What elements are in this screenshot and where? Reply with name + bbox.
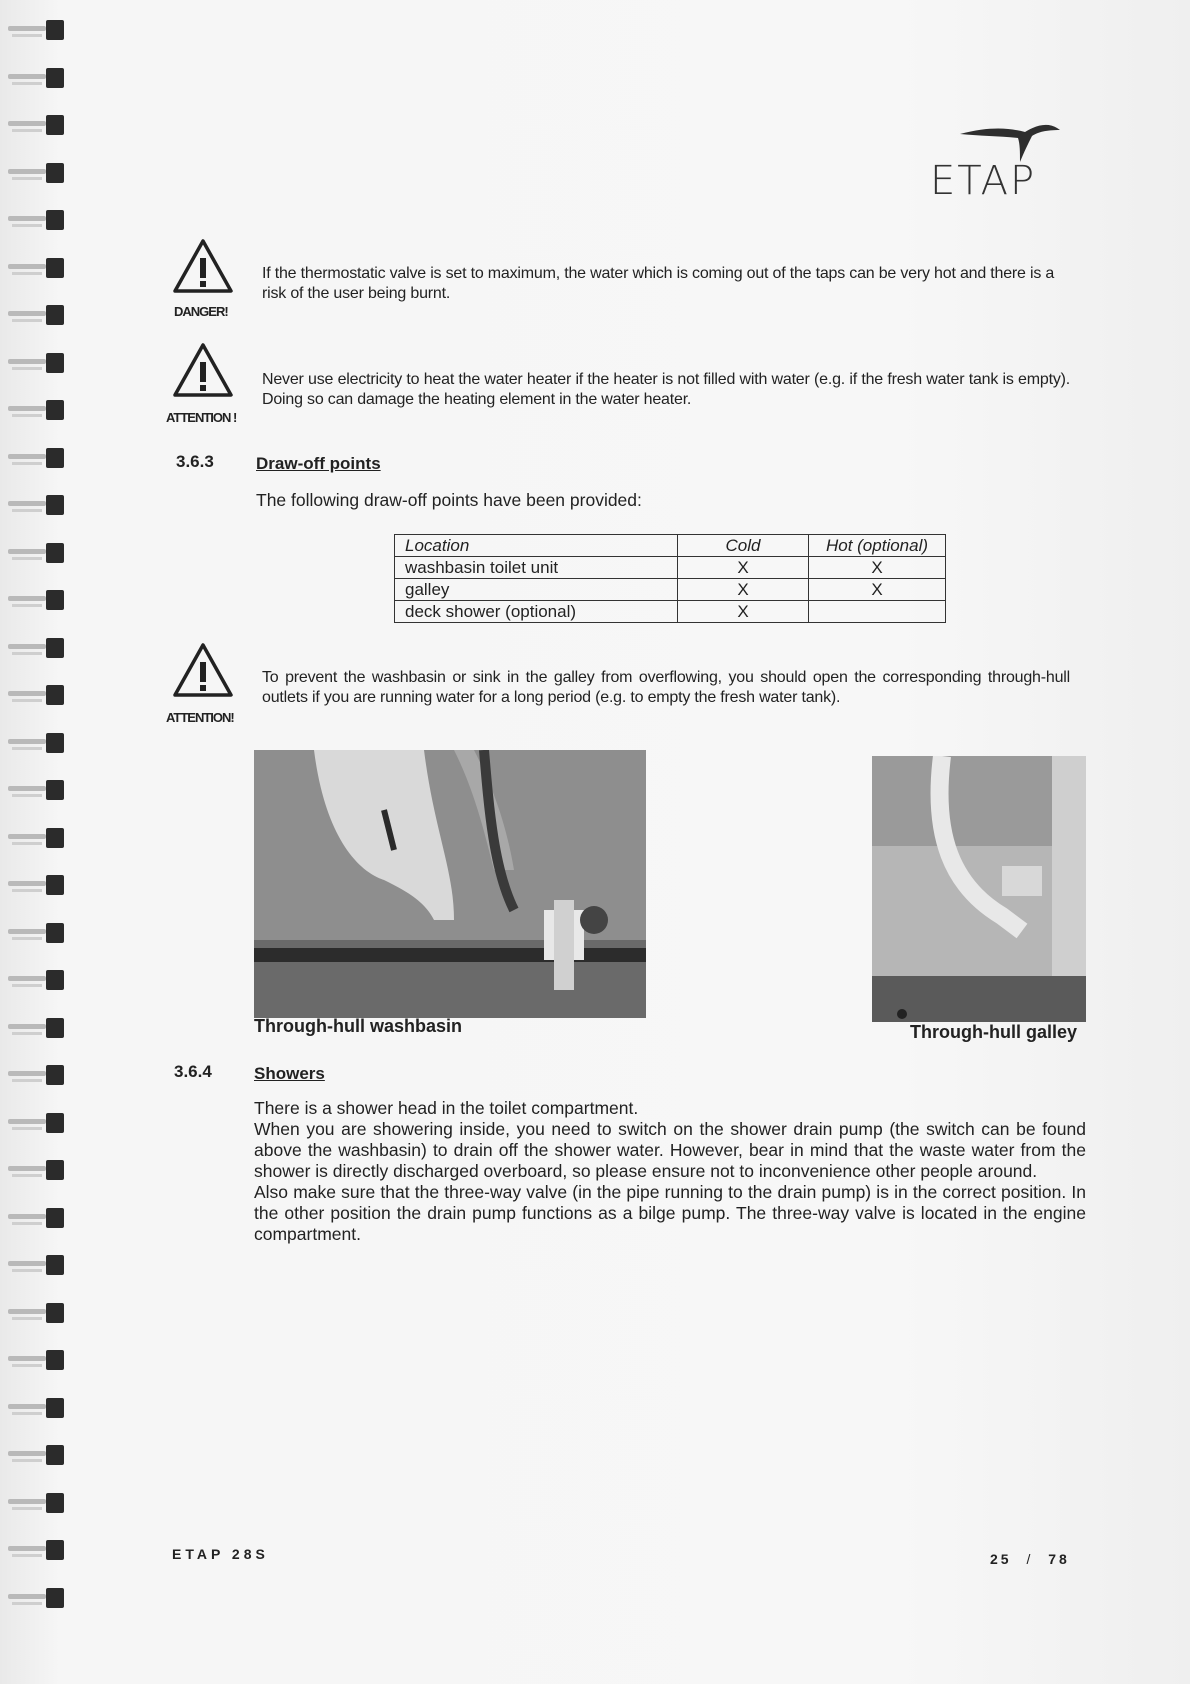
page-number [990, 1551, 1070, 1567]
attention-label: ATTENTION ! [166, 410, 237, 425]
binding-ring [8, 1493, 68, 1515]
section-title: Showers [254, 1064, 325, 1083]
table-header-row [395, 535, 946, 557]
etap-logo [930, 118, 1090, 204]
binding-ring [8, 305, 68, 327]
binding-ring [8, 448, 68, 470]
binding-ring [8, 543, 68, 565]
binding-ring [8, 590, 68, 612]
binding-ring [8, 1588, 68, 1610]
binding-ring [8, 1255, 68, 1277]
binding-ring [8, 1350, 68, 1372]
binding-ring [8, 163, 68, 185]
binding-ring [8, 733, 68, 755]
table-header-cell: Cold [678, 535, 809, 557]
binding-ring [8, 638, 68, 660]
table-cell: washbasin toilet unit [395, 557, 678, 579]
table-cell: deck shower (optional) [395, 601, 678, 623]
table-row [395, 579, 946, 601]
warning-triangle-icon [172, 642, 234, 698]
section-title: Draw-off points [256, 454, 381, 473]
table-cell: X [678, 601, 809, 623]
binding-ring [8, 828, 68, 850]
binding-ring [8, 353, 68, 375]
table-cell: X [678, 579, 809, 601]
danger-label: DANGER! [174, 304, 228, 319]
binding-ring [8, 20, 68, 42]
table-header-cell: Hot (optional) [809, 535, 946, 557]
photo-through-hull-galley [872, 756, 1086, 1022]
table-cell [809, 601, 946, 623]
binding-ring [8, 1303, 68, 1325]
photo-caption: Through-hull galley [910, 1022, 1077, 1042]
table-cell: X [809, 557, 946, 579]
binding-ring [8, 68, 68, 90]
binding-ring [8, 923, 68, 945]
danger-text: If the thermostatic valve is set to maximum, the water which is coming out of the taps can be very hot and there is a risk of the user being burnt. [262, 265, 1055, 302]
galley-photo-image [872, 756, 1086, 1022]
binding-ring [8, 1445, 68, 1467]
binding-ring [8, 1540, 68, 1562]
warning-triangle-icon [172, 342, 234, 398]
paragraph: When you are showering inside, you need to switch on the shower drain pump (the switch can be found above the washbasin) to drain off the shower water. However, bear in mind that the waste water from the shower is directly discharged overboard, so please ensure not to inconvenience other people around. [254, 1119, 1086, 1181]
paragraph: There is a shower head in the toilet compartment. [254, 1098, 639, 1118]
table-row [395, 601, 946, 623]
photo-caption: Through-hull washbasin [254, 1016, 462, 1036]
total-pages: 78 [1048, 1551, 1070, 1567]
attention-text: Never use electricity to heat the water heater if the heater is not filled with water (e.g. if the fresh water tank is empty). Doing so can damage the heating element in the water heater. [262, 371, 1070, 408]
current-page: 25 [990, 1551, 1012, 1567]
table-row [395, 557, 946, 579]
binding-ring [8, 970, 68, 992]
binding-ring [8, 400, 68, 422]
binding-ring [8, 1398, 68, 1420]
paragraph: Also make sure that the three-way valve (in the pipe running to the drain pump) is in the correct position. In the other position the drain pump functions as a bilge pump. The three-way valve is located in the engine compartment. [254, 1182, 1086, 1244]
binding-ring [8, 210, 68, 232]
binding-ring [8, 258, 68, 280]
table-cell: X [678, 557, 809, 579]
table-cell: galley [395, 579, 678, 601]
draw-off-points-table [394, 534, 946, 623]
attention-label: ATTENTION! [166, 710, 234, 725]
binding-ring [8, 1160, 68, 1182]
section-number: 3.6.4 [174, 1062, 212, 1081]
section-intro: The following draw-off points have been provided: [256, 490, 642, 510]
binding-ring [8, 1018, 68, 1040]
binding-ring [8, 1113, 68, 1135]
attention-text: To prevent the washbasin or sink in the galley from overflowing, you should open the corresponding through-hull outlets if you are running water for a long period (e.g. to empty the fresh water tank). [262, 669, 1070, 706]
binding-ring [8, 495, 68, 517]
binding-ring [8, 115, 68, 137]
spiral-binding [0, 20, 70, 1660]
footer-model: ETAP 28S [172, 1546, 269, 1562]
section-number: 3.6.3 [176, 452, 214, 471]
binding-ring [8, 780, 68, 802]
washbasin-photo-image [254, 750, 646, 1018]
table-cell: X [809, 579, 946, 601]
binding-ring [8, 1208, 68, 1230]
section-body [254, 1098, 1086, 1245]
binding-ring [8, 1065, 68, 1087]
table-header-cell: Location [395, 535, 678, 557]
binding-ring [8, 875, 68, 897]
photo-through-hull-washbasin [254, 750, 646, 1018]
warning-triangle-icon [172, 238, 234, 294]
page-separator: / [1026, 1551, 1034, 1567]
binding-ring [8, 685, 68, 707]
logo-wordmark: ETAP [930, 158, 1037, 204]
